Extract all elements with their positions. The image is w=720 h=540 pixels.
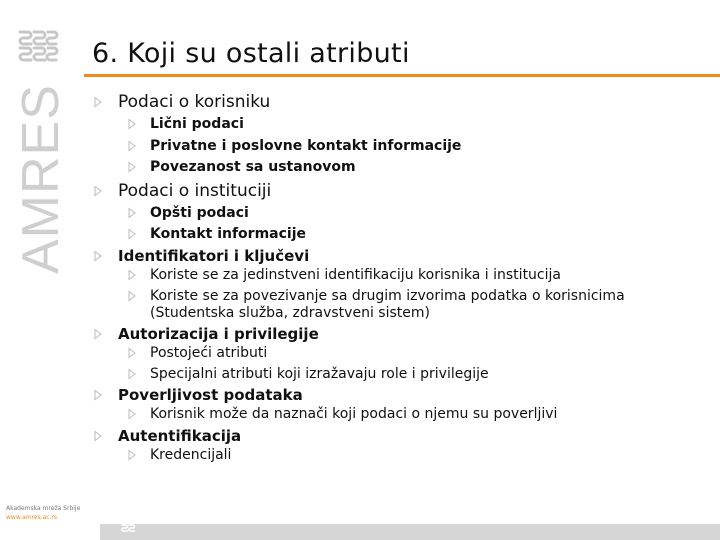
- arrow-bullet-icon: [94, 251, 102, 262]
- arrow-bullet-icon: [128, 162, 136, 173]
- arrow-bullet-icon: [94, 329, 102, 340]
- item-label: Povezanost sa ustanovom: [150, 159, 356, 175]
- arrow-bullet-icon: [94, 97, 102, 108]
- arrow-bullet-icon: [128, 141, 136, 152]
- section-label: Identifikatori i ključevi: [118, 247, 310, 265]
- footer-url[interactable]: www.amres.ac.rs: [6, 514, 58, 521]
- list-item-level2: [150, 447, 231, 463]
- arrow-bullet-icon: [128, 291, 136, 302]
- list-item-level1: [118, 92, 270, 112]
- arrow-bullet-icon: [94, 431, 102, 442]
- section-label: Poverljivost podataka: [118, 386, 303, 404]
- list-item-level1: [118, 247, 309, 265]
- item-label: Koriste se za povezivanje sa drugim izvorima podatka o korisnicima: [150, 288, 625, 304]
- list-item-level2: [150, 345, 267, 361]
- item-label: Kredencijali: [150, 447, 232, 463]
- list-item-level1: [118, 325, 319, 343]
- list-item-level2: [150, 366, 489, 382]
- list-item-level2: [150, 267, 561, 283]
- item-label: Postojeći atributi: [150, 345, 268, 361]
- item-label: Opšti podaci: [150, 205, 249, 221]
- arrow-bullet-icon: [128, 119, 136, 130]
- list-item-level2: [150, 159, 356, 175]
- list-item-level2: [150, 205, 249, 221]
- item-label: Kontakt informacije: [150, 226, 307, 242]
- item-label: Koriste se za jedinstveni identifikaciju korisnika i institucija: [150, 267, 561, 283]
- section-label: Podaci o instituciji: [118, 181, 272, 201]
- arrow-bullet-icon: [128, 369, 136, 380]
- footer-bar: [100, 524, 720, 540]
- arrow-bullet-icon: [128, 229, 136, 240]
- list-item-level2: [150, 406, 557, 422]
- item-label: Specijalni atributi koji izražavaju role i privilegije: [150, 366, 489, 382]
- arrow-bullet-icon: [128, 208, 136, 219]
- slide-title: 6. Koji su ostali atributi: [92, 38, 410, 69]
- list-item-continuation: [150, 305, 430, 321]
- item-label: (Studentska služba, zdravstveni sistem): [150, 305, 430, 321]
- footer-org: Akademska mreža Srbije: [6, 505, 81, 512]
- arrow-bullet-icon: [94, 390, 102, 401]
- list-item-level2: [150, 226, 306, 242]
- section-label: Autentifikacija: [118, 427, 242, 445]
- list-item-level1: [118, 386, 303, 404]
- arrow-bullet-icon: [128, 409, 136, 420]
- arrow-bullet-icon: [128, 270, 136, 281]
- list-item-level2: [150, 116, 244, 132]
- item-label: Privatne i poslovne kontakt informacije: [150, 138, 462, 154]
- section-label: Autorizacija i privilegije: [118, 325, 319, 343]
- item-label: Lični podaci: [150, 116, 244, 132]
- amres-wordmark-text: AMRES: [12, 84, 70, 274]
- section-label: Podaci o korisniku: [118, 92, 271, 112]
- list-item-level1: [118, 181, 271, 201]
- list-item-level2: [150, 288, 625, 304]
- arrow-bullet-icon: [128, 450, 136, 461]
- item-label: Korisnik može da naznači koji podaci o njemu su poverljivi: [150, 406, 558, 422]
- list-item-level2: [150, 138, 461, 154]
- arrow-bullet-icon: [94, 186, 102, 197]
- arrow-bullet-icon: [128, 348, 136, 359]
- list-item-level1: [118, 427, 241, 445]
- amres-small-logo-icon: [120, 522, 138, 540]
